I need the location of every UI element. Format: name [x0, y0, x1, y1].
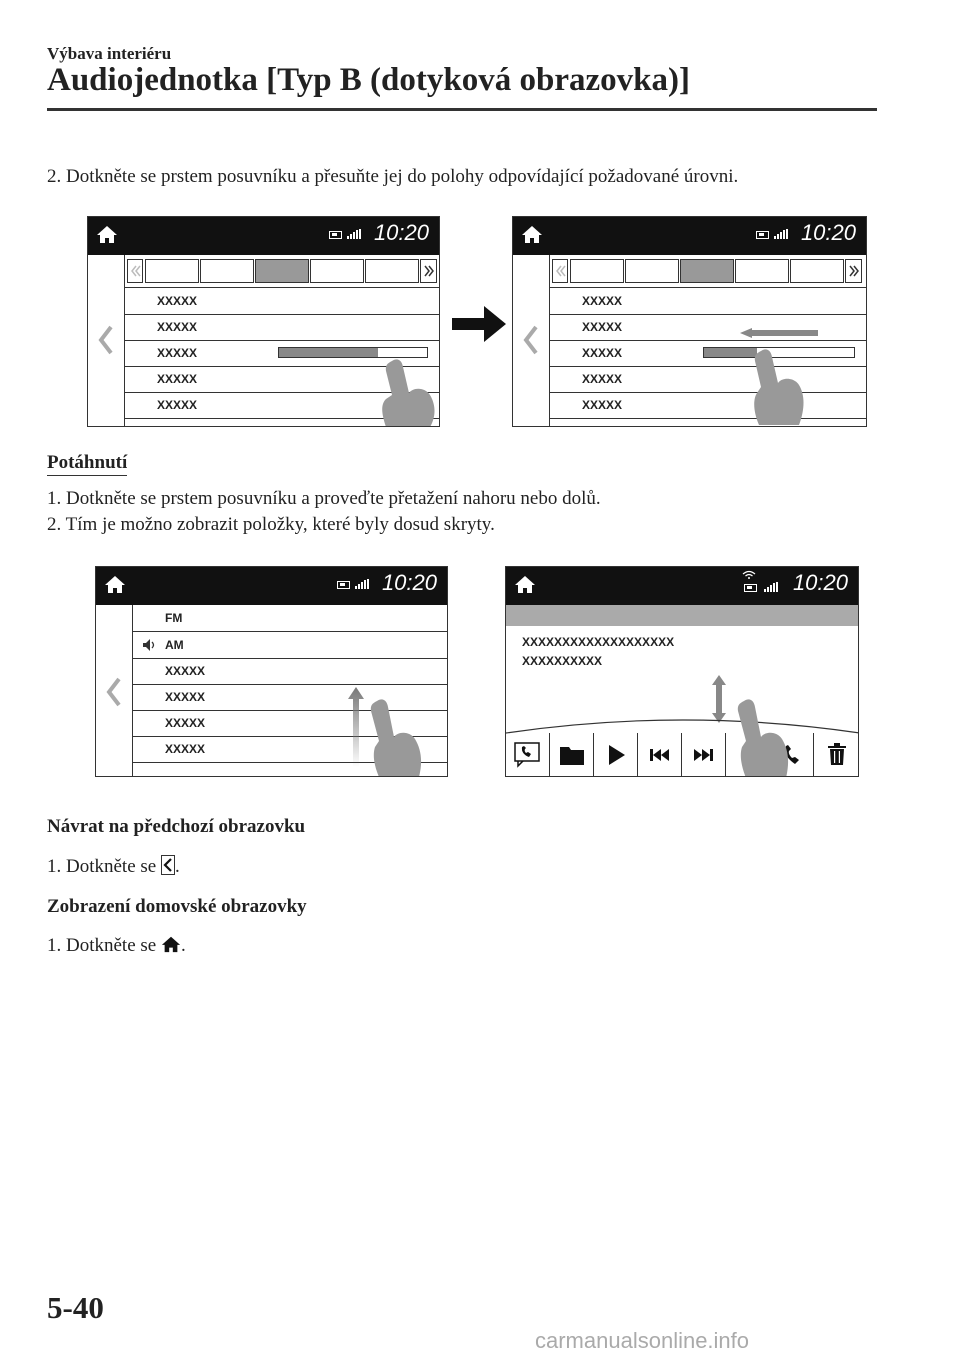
back-heading: Návrat na předchozí obrazovku	[47, 816, 306, 837]
play-button[interactable]	[594, 733, 638, 777]
screen-slider-before	[87, 216, 440, 427]
list-item-label: XXXXX	[165, 690, 206, 704]
list-item[interactable]	[125, 288, 439, 315]
media-text-line-2: XXXXXXXXXX	[522, 654, 603, 668]
list-item-label: XXXXX	[582, 320, 623, 334]
list-item[interactable]	[133, 605, 447, 632]
tab-scroll-left[interactable]	[552, 259, 568, 283]
arrow-right-icon	[452, 306, 507, 342]
signal-icon	[347, 229, 361, 239]
signal-icon	[355, 579, 369, 589]
list-item-label: XXXXX	[582, 294, 623, 308]
home-icon[interactable]	[514, 574, 536, 594]
screen-media	[505, 566, 859, 777]
media-button-bar	[506, 733, 858, 777]
tab-3[interactable]	[255, 259, 309, 283]
finger-icon	[738, 697, 798, 777]
finger-icon	[378, 357, 440, 427]
list-item-label: XXXXX	[165, 664, 206, 678]
section-label: Výbava interiéru	[47, 44, 172, 63]
list-item[interactable]	[550, 288, 866, 315]
list-item-label: XXXXX	[157, 320, 198, 334]
folder-button[interactable]	[550, 733, 594, 777]
list-item-label: XXXXX	[157, 398, 198, 412]
home-button-icon	[161, 934, 181, 954]
tab-scroll-left[interactable]	[127, 259, 143, 283]
list-item-label: XXXXX	[157, 294, 198, 308]
list-item[interactable]	[550, 366, 866, 393]
double-chevron-left-icon	[128, 260, 142, 282]
double-chevron-right-icon	[846, 260, 861, 282]
page-title: Audiojednotka [Typ B (dotyková obrazovka)]	[47, 62, 690, 98]
scroll-up-arrow	[348, 687, 364, 767]
list-item[interactable]	[550, 340, 866, 367]
drag-direction-arrow	[740, 328, 820, 338]
list-item-label: XXXXX	[582, 398, 623, 412]
step-slider-text: 2. Dotkněte se prstem posuvníku a přesuňte jej do polohy odpovídající požadované úrovni.	[47, 166, 739, 187]
drag-heading: Potáhnutí	[47, 452, 127, 476]
home-icon[interactable]	[104, 574, 126, 594]
home-icon[interactable]	[521, 224, 543, 244]
back-column	[88, 255, 125, 426]
home-step	[47, 934, 186, 957]
list-item-label: XXXXX	[582, 372, 623, 386]
battery-icon	[756, 231, 769, 239]
tab-bar	[550, 255, 866, 288]
tab-bar	[125, 255, 439, 288]
back-step-text: 1. Dotkněte se	[47, 856, 157, 877]
back-step	[47, 855, 180, 878]
back-column	[513, 255, 550, 426]
list-item-label: XXXXX	[582, 346, 623, 360]
back-icon[interactable]	[523, 325, 539, 355]
list-item-label: XXXXX	[165, 742, 206, 756]
drag-step-2: 2. Tím je možno zobrazit položky, které byly dosud skryty.	[47, 514, 495, 535]
double-chevron-right-icon	[421, 260, 436, 282]
play-icon	[609, 745, 625, 765]
tab-scroll-right[interactable]	[420, 259, 437, 283]
phone-list-button[interactable]	[506, 733, 550, 777]
back-icon[interactable]	[98, 325, 114, 355]
signal-icon	[774, 229, 788, 239]
delete-button[interactable]	[814, 733, 859, 777]
list-item[interactable]	[133, 658, 447, 685]
tab-1[interactable]	[570, 259, 624, 283]
slider-fill	[279, 348, 378, 357]
tab-4[interactable]	[310, 259, 364, 283]
tab-1[interactable]	[145, 259, 199, 283]
clock: 10:20	[373, 220, 429, 245]
clock: 10:20	[800, 220, 856, 245]
list-item[interactable]	[133, 632, 447, 659]
slider-fill	[704, 348, 757, 357]
button-bar-curve	[506, 715, 859, 735]
screen-list	[95, 566, 448, 777]
previous-icon	[650, 749, 670, 761]
speaker-icon	[143, 639, 157, 651]
finger-icon	[753, 347, 815, 427]
previous-button[interactable]	[638, 733, 682, 777]
list-item-label: FM	[165, 611, 183, 625]
tab-4[interactable]	[735, 259, 789, 283]
list-item[interactable]	[550, 314, 866, 341]
battery-icon	[744, 584, 757, 592]
title-rule	[47, 108, 877, 111]
clock: 10:20	[792, 570, 848, 595]
media-header-bar	[506, 605, 858, 626]
status-bar	[96, 567, 447, 605]
list-item[interactable]	[125, 314, 439, 341]
drag-step-1: 1. Dotkněte se prstem posuvníku a proveďte přetažení nahoru nebo dolů.	[47, 488, 601, 509]
next-icon	[694, 749, 714, 761]
tab-2[interactable]	[200, 259, 254, 283]
home-step-text: 1. Dotkněte se	[47, 935, 157, 956]
media-text-line-1: XXXXXXXXXXXXXXXXXXX	[522, 635, 675, 649]
status-bar	[88, 217, 439, 255]
trash-icon	[828, 743, 846, 765]
list-item-label: XXXXX	[157, 372, 198, 386]
page-number: 5-40	[47, 1290, 104, 1325]
battery-icon	[329, 231, 342, 239]
status-bar	[513, 217, 866, 255]
tab-5[interactable]	[790, 259, 844, 283]
list-item[interactable]	[550, 392, 866, 419]
next-button[interactable]	[682, 733, 726, 777]
list-item-label: XXXXX	[157, 346, 198, 360]
back-button-icon	[161, 855, 175, 875]
home-step-end: .	[180, 935, 186, 956]
back-column	[96, 605, 133, 776]
tab-5[interactable]	[365, 259, 419, 283]
home-icon[interactable]	[96, 224, 118, 244]
status-bar	[506, 567, 858, 605]
clock: 10:20	[381, 570, 437, 595]
battery-icon	[337, 581, 350, 589]
wifi-icon	[742, 570, 756, 579]
finger-icon	[371, 697, 448, 777]
signal-icon	[764, 582, 778, 592]
back-step-end: .	[174, 856, 180, 877]
watermark: carmanualsonline.info	[535, 1328, 750, 1353]
folder-icon	[560, 745, 584, 765]
tab-2[interactable]	[625, 259, 679, 283]
list-item-label: AM	[165, 638, 184, 652]
tab-scroll-right[interactable]	[845, 259, 862, 283]
tab-3[interactable]	[680, 259, 734, 283]
back-icon[interactable]	[106, 677, 122, 707]
screen-slider-after	[512, 216, 867, 427]
double-chevron-left-icon	[553, 260, 567, 282]
home-heading: Zobrazení domovské obrazovky	[47, 896, 307, 917]
phone-list-icon	[514, 742, 540, 766]
list-item-label: XXXXX	[165, 716, 206, 730]
